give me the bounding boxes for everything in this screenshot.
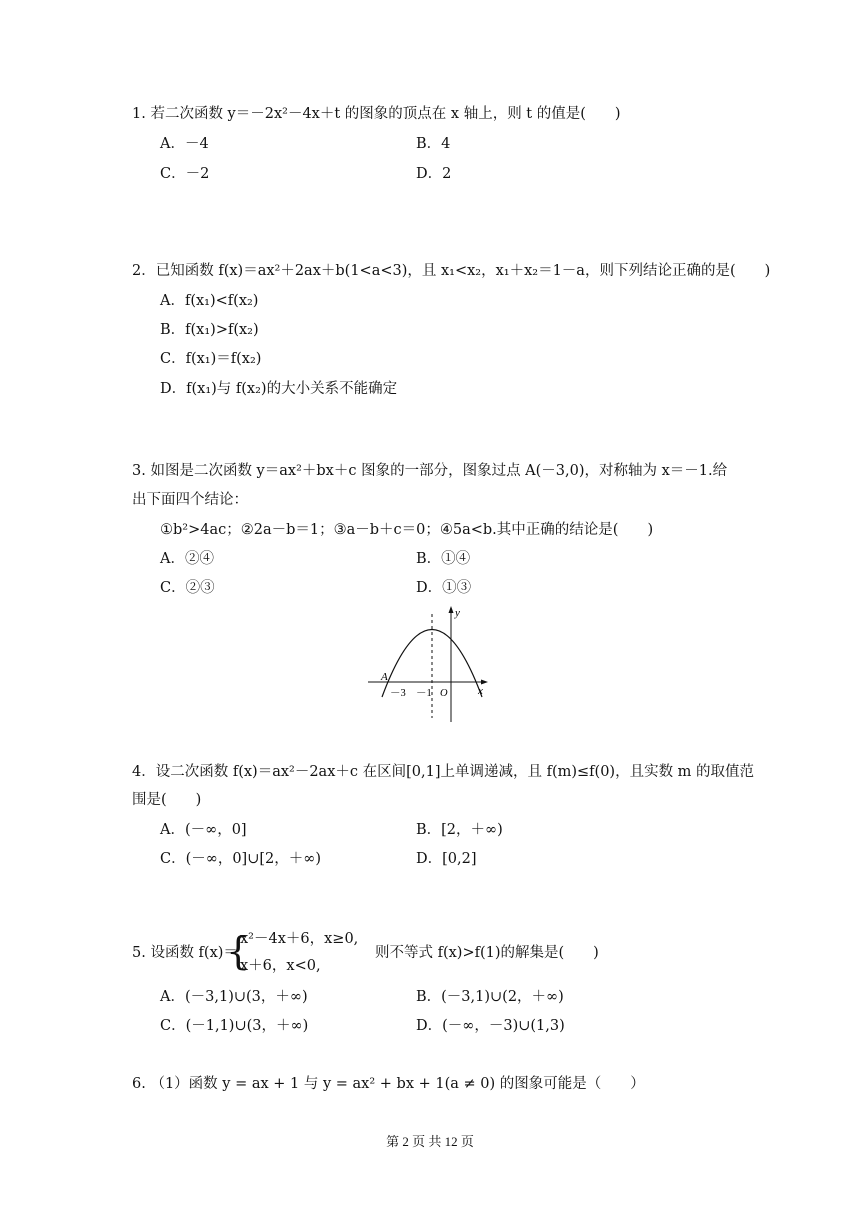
question-4-option-b: B．[2，＋∞) (416, 822, 503, 838)
question-2-option-c: C．f(x₁)＝f(x₂) (160, 351, 262, 367)
question-4-stem-line-2: 围是( ) (132, 792, 202, 808)
point-a-label: A (381, 671, 388, 683)
question-5-option-a: A．(－3,1)∪(3，＋∞) (160, 989, 308, 1005)
x-axis-label: x (478, 685, 483, 697)
question-1-option-b: B．4 (416, 136, 451, 152)
question-5-case-1: x²－4x＋6，x≥0, (240, 931, 359, 947)
question-3-option-a: A．②④ (160, 551, 214, 567)
origin-label: O (440, 688, 448, 699)
question-4-option-d: D．[0,2] (416, 851, 477, 867)
question-1-option-a: A．－4 (160, 136, 209, 152)
question-5-option-b: B．(－3,1)∪(2，＋∞) (416, 989, 564, 1005)
question-3-stem-line-2: 出下面四个结论： (132, 492, 248, 508)
question-1-stem: 1. 若二次函数 y＝－2x²－4x＋t 的图象的顶点在 x 轴上，则 t 的值是( ) (132, 106, 621, 122)
question-5-prefix: 5. 设函数 f(x)＝ (132, 945, 238, 961)
y-axis-arrow (449, 606, 454, 613)
tick-label-minus-3: －3 (390, 688, 406, 699)
question-2-option-d: D．f(x₁)与 f(x₂)的大小关系不能确定 (160, 381, 398, 397)
question-2-stem: 2．已知函数 f(x)＝ax²＋2ax＋b(1<a<3)，且 x₁<x₂，x₁＋x₂＝1－a，则下列结论正确的是( ) (132, 263, 771, 279)
question-4-option-c: C．(－∞，0]∪[2，＋∞) (160, 851, 321, 867)
question-1-option-c: C．－2 (160, 166, 210, 182)
question-2-option-a: A．f(x₁)<f(x₂) (160, 293, 259, 309)
question-1-option-d: D．2 (416, 166, 452, 182)
parabola-figure (350, 604, 500, 726)
question-5-option-d: D．(－∞，－3)∪(1,3) (416, 1018, 565, 1034)
y-axis-label: y (455, 607, 460, 619)
question-4-stem-line-1: 4．设二次函数 f(x)＝ax²－2ax＋c 在区间[0,1]上单调递减，且 f(m)≤f(0)，且实数 m 的取值范 (132, 764, 755, 780)
question-3-stem-line-1: 3. 如图是二次函数 y＝ax²＋bx＋c 图象的一部分，图象过点 A(－3,0)，对称轴为 x＝－1.给 (132, 463, 728, 479)
tick-label-minus-1: －1 (416, 688, 432, 699)
question-5-case-2: x＋6，x<0, (240, 958, 321, 974)
question-3-option-d: D．①③ (416, 580, 472, 596)
question-5-suffix: 则不等式 f(x)>f(1)的解集是( ) (375, 945, 599, 961)
question-5-option-c: C．(－1,1)∪(3，＋∞) (160, 1018, 309, 1034)
question-3-stem-line-3: ①b²>4ac；②2a－b＝1；③a－b＋c＝0；④5a<b.其中正确的结论是( ) (160, 522, 654, 538)
x-axis-arrow (481, 680, 488, 685)
question-4-option-a: A．(－∞，0] (160, 822, 247, 838)
question-3-option-b: B．①④ (416, 551, 471, 567)
piecewise-brace: { (226, 929, 251, 973)
question-3-option-c: C．②③ (160, 580, 215, 596)
question-2-option-b: B．f(x₁)>f(x₂) (160, 322, 259, 338)
page-footer: 第 2 页 共 12 页 (386, 1134, 474, 1149)
question-6-stem: 6. （1）函数 y = ax + 1 与 y = ax² + bx + 1(a ≠ 0) 的图象可能是（ ） (132, 1076, 645, 1092)
